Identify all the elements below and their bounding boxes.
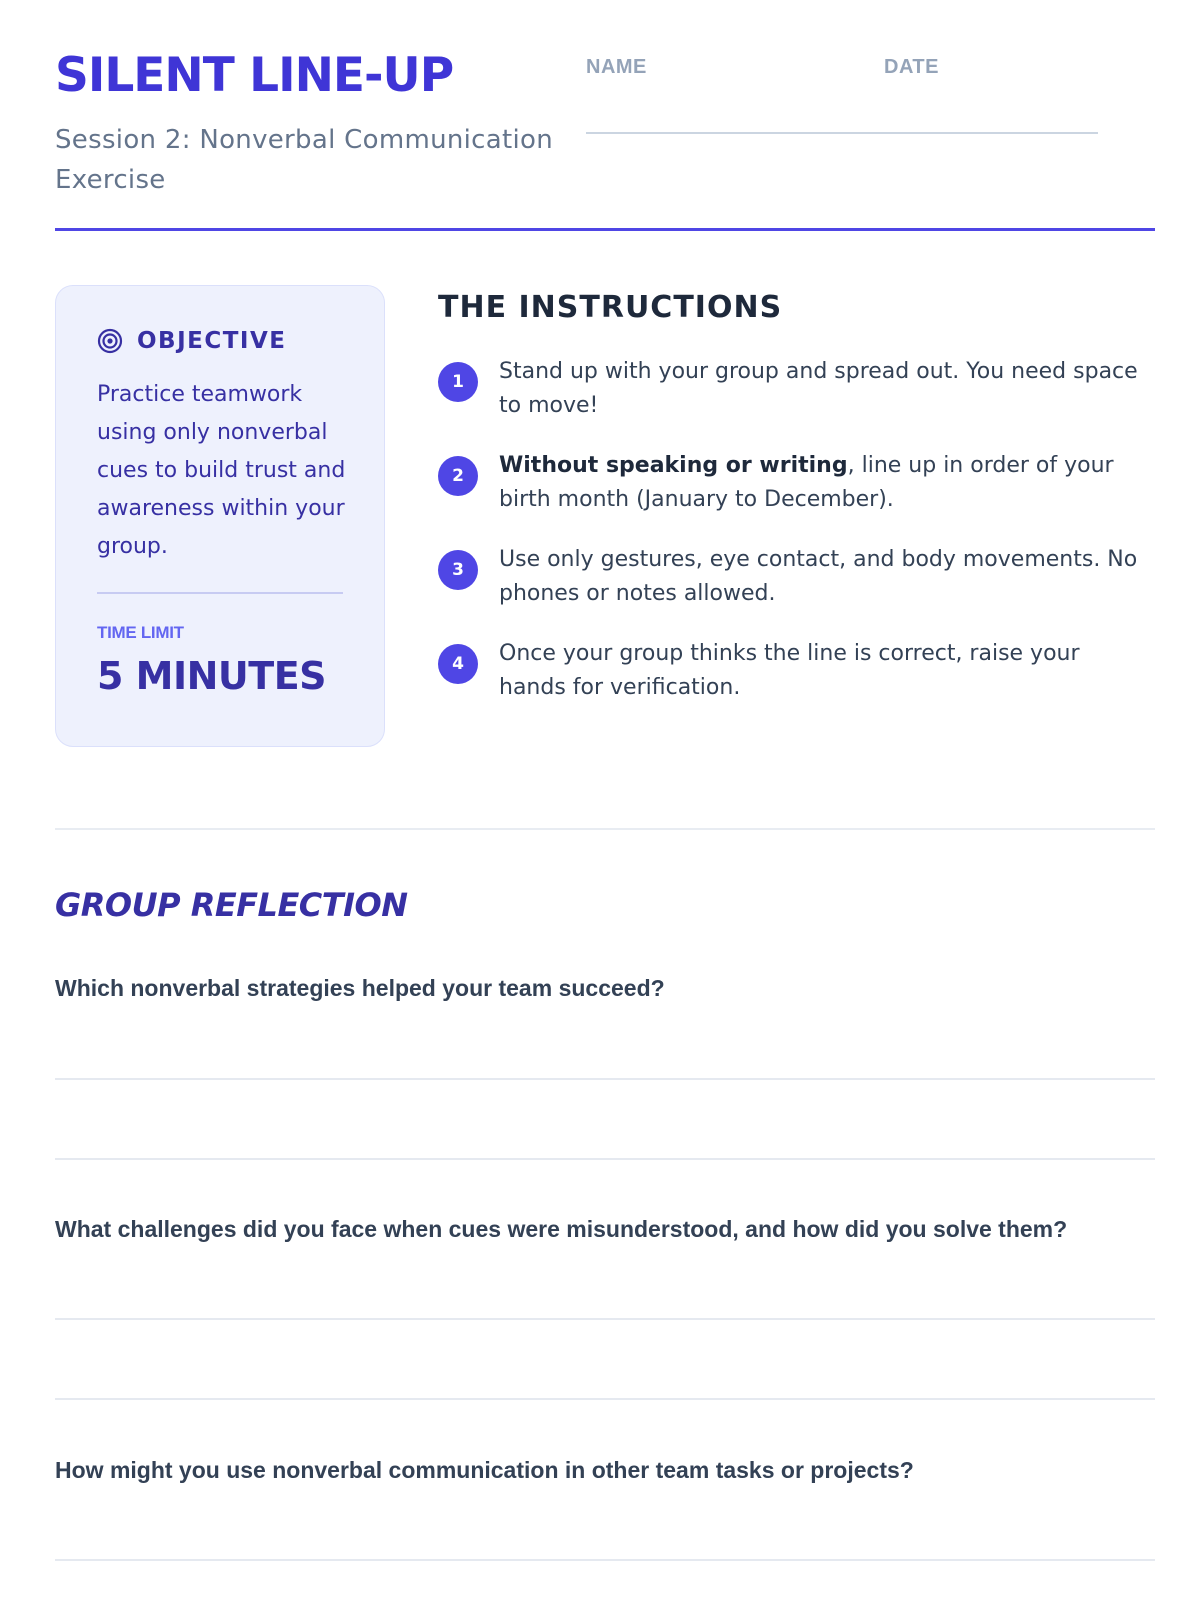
name-field-label: NAME xyxy=(586,56,647,78)
instruction-step xyxy=(438,358,1155,452)
answer-line[interactable] xyxy=(55,1559,1155,1561)
step-body: Use only gestures, eye contact, and body movements. No phones or notes allowed. xyxy=(499,547,1138,606)
answer-line[interactable] xyxy=(55,1078,1155,1080)
objective-title: OBJECTIVE xyxy=(137,328,287,354)
answer-line[interactable] xyxy=(55,1318,1155,1320)
step-text xyxy=(499,637,1149,705)
page-subtitle: Session 2: Nonverbal Communication Exercise xyxy=(55,125,553,195)
name-date-write-line[interactable] xyxy=(586,132,1098,134)
step-body: , line up in order of your birth month (January to December). xyxy=(499,453,1114,512)
answer-line[interactable] xyxy=(55,1398,1155,1400)
step-text xyxy=(499,449,1149,517)
instruction-step xyxy=(438,640,1155,734)
page-title: SILENT LINE-UP xyxy=(55,48,454,103)
instructions-list xyxy=(438,358,1155,734)
step-text xyxy=(499,355,1149,423)
step-body: Stand up with your group and spread out. You need space to move! xyxy=(499,359,1138,418)
instruction-step xyxy=(438,546,1155,640)
step-number-badge: 2 xyxy=(438,456,478,496)
step-body: Once your group thinks the line is correct, raise your hands for verification. xyxy=(499,641,1080,700)
date-field-label: DATE xyxy=(884,56,939,78)
reflection-question: What challenges did you face when cues were misunderstood, and how did you solve them? xyxy=(55,1216,1068,1242)
objective-header xyxy=(97,328,287,354)
time-limit-label: TIME LIMIT xyxy=(97,623,184,642)
target-icon xyxy=(97,328,123,354)
worksheet-page xyxy=(55,0,1155,1600)
reflection-question: Which nonverbal strategies helped your team succeed? xyxy=(55,975,665,1001)
step-number-badge: 1 xyxy=(438,362,478,402)
time-limit-value: 5 MINUTES xyxy=(97,654,327,698)
header-divider xyxy=(55,228,1155,231)
step-text xyxy=(499,543,1149,611)
reflection-question: How might you use nonverbal communication in other team tasks or projects? xyxy=(55,1457,914,1483)
objective-text: Practice teamwork using only nonverbal cues to build trust and awareness within your group. xyxy=(97,382,346,559)
instruction-step xyxy=(438,452,1155,546)
step-emphasis: Without speaking or writing xyxy=(499,453,848,478)
step-number-badge: 3 xyxy=(438,550,478,590)
reflection-title: GROUP REFLECTION xyxy=(55,886,408,924)
objective-card xyxy=(55,285,385,747)
section-divider xyxy=(55,828,1155,830)
objective-divider xyxy=(97,592,343,594)
step-number-badge: 4 xyxy=(438,644,478,684)
answer-line[interactable] xyxy=(55,1158,1155,1160)
instructions-title: THE INSTRUCTIONS xyxy=(438,290,783,325)
